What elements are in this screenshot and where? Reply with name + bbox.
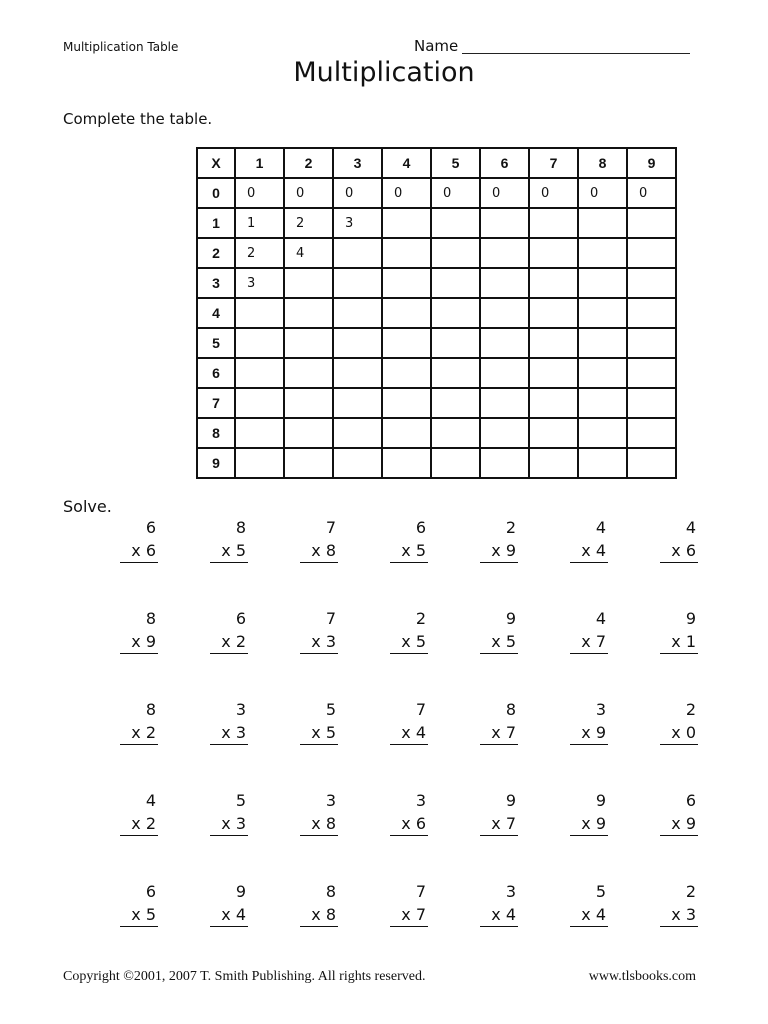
problem-multiplicand: 3 [595,700,606,719]
table-cell[interactable] [284,418,333,448]
math-problem [480,789,518,836]
math-problem [300,516,338,563]
problem-multiplier: x 5 [480,630,518,654]
math-problem [390,516,428,563]
problem-multiplicand: 2 [415,609,426,628]
problem-multiplier: x 5 [300,721,338,745]
problem-multiplier: x 7 [480,721,518,745]
problem-multiplier: x 4 [390,721,428,745]
table-cell[interactable] [529,328,578,358]
table-cell[interactable] [382,448,431,478]
table-cell[interactable] [333,268,382,298]
table-cell[interactable] [578,418,627,448]
math-problem [210,516,248,563]
problem-multiplicand: 8 [235,518,246,537]
problem-multiplicand: 7 [415,882,426,901]
problem-multiplicand: 3 [505,882,516,901]
problem-multiplier: x 5 [210,539,248,563]
math-problem [390,698,428,745]
table-cell[interactable] [480,268,529,298]
table-cell[interactable] [382,238,431,268]
column-header: 2 [284,148,333,178]
table-row [197,208,676,238]
problem-multiplicand: 4 [145,791,156,810]
table-cell[interactable] [284,358,333,388]
problem-multiplier: x 3 [210,812,248,836]
row-header: 7 [197,388,235,418]
problem-multiplicand: 6 [235,609,246,628]
problem-multiplier: x 4 [570,539,608,563]
math-problem [570,880,608,927]
problem-multiplier: x 9 [660,812,698,836]
table-cell[interactable] [235,418,284,448]
table-cell[interactable] [235,298,284,328]
problem-multiplicand: 9 [505,609,516,628]
problem-multiplier: x 4 [210,903,248,927]
math-problem [210,607,248,654]
table-cell[interactable]: 0 [578,178,627,208]
problem-multiplicand: 5 [235,791,246,810]
table-cell[interactable]: 0 [333,178,382,208]
problem-multiplier: x 3 [300,630,338,654]
problem-multiplicand: 7 [325,518,336,537]
table-row [197,448,676,478]
table-cell[interactable] [431,268,480,298]
problem-multiplier: x 6 [660,539,698,563]
table-cell[interactable] [480,298,529,328]
math-problem [660,789,698,836]
problem-multiplicand: 9 [595,791,606,810]
problem-multiplicand: 3 [415,791,426,810]
problem-multiplier: x 2 [120,721,158,745]
row-header: 9 [197,448,235,478]
table-cell[interactable] [578,388,627,418]
table-cell[interactable] [578,208,627,238]
problem-multiplicand: 7 [325,609,336,628]
problem-multiplier: x 0 [660,721,698,745]
row-header: 5 [197,328,235,358]
table-row [197,178,676,208]
problem-multiplicand: 8 [505,700,516,719]
math-problem [570,607,608,654]
table-cell[interactable] [529,388,578,418]
table-cell[interactable] [382,418,431,448]
table-cell[interactable] [480,358,529,388]
problem-multiplier: x 6 [120,539,158,563]
table-cell[interactable] [529,448,578,478]
math-problem [480,607,518,654]
table-cell[interactable]: 0 [529,178,578,208]
problem-multiplier: x 3 [660,903,698,927]
table-cell[interactable] [529,208,578,238]
table-cell[interactable] [382,268,431,298]
problem-multiplicand: 4 [685,518,696,537]
problem-multiplicand: 6 [145,518,156,537]
problem-multiplier: x 8 [300,539,338,563]
table-row [197,358,676,388]
problem-multiplicand: 4 [595,609,606,628]
row-header: 1 [197,208,235,238]
math-problem [210,789,248,836]
table-cell[interactable] [235,388,284,418]
problem-multiplicand: 6 [685,791,696,810]
problem-multiplicand: 2 [685,700,696,719]
math-problem [390,607,428,654]
column-header: 4 [382,148,431,178]
problem-multiplier: x 9 [570,812,608,836]
row-header: 6 [197,358,235,388]
problem-multiplier: x 5 [120,903,158,927]
name-line [462,53,690,54]
math-problem [570,789,608,836]
problem-multiplier: x 2 [210,630,248,654]
problem-multiplicand: 9 [505,791,516,810]
problem-multiplier: x 8 [300,812,338,836]
problem-multiplier: x 2 [120,812,158,836]
problem-multiplicand: 5 [325,700,336,719]
table-cell[interactable] [235,358,284,388]
table-cell[interactable] [235,448,284,478]
problem-multiplicand: 7 [415,700,426,719]
problem-multiplicand: 6 [415,518,426,537]
math-problem [660,516,698,563]
math-problem [480,880,518,927]
copyright: Copyright ©2001, 2007 T. Smith Publishing. All rights reserved. [63,969,426,984]
problem-multiplicand: 9 [235,882,246,901]
table-corner: X [197,148,235,178]
math-problem [300,789,338,836]
table-cell[interactable] [333,388,382,418]
math-problem [570,698,608,745]
problem-multiplier: x 7 [570,630,608,654]
table-cell[interactable] [578,238,627,268]
math-problem [210,698,248,745]
math-problem [120,516,158,563]
table-cell[interactable] [431,418,480,448]
table-cell[interactable]: 0 [235,178,284,208]
problem-multiplier: x 6 [390,812,428,836]
table-cell[interactable]: 0 [480,178,529,208]
table-row [197,418,676,448]
table-cell[interactable] [235,328,284,358]
math-problem [480,516,518,563]
table-cell[interactable] [333,238,382,268]
problem-multiplier: x 9 [480,539,518,563]
math-problem [390,789,428,836]
math-problem [210,880,248,927]
math-problem [390,880,428,927]
row-header: 0 [197,178,235,208]
column-header: 9 [627,148,676,178]
table-cell[interactable] [627,298,676,328]
table-cell[interactable]: 3 [333,208,382,238]
row-header: 2 [197,238,235,268]
table-cell[interactable] [284,328,333,358]
table-cell[interactable] [627,388,676,418]
table-cell[interactable] [431,448,480,478]
math-problem [660,607,698,654]
math-problem [300,607,338,654]
table-cell[interactable] [382,298,431,328]
problem-multiplier: x 4 [570,903,608,927]
table-cell[interactable] [284,448,333,478]
problem-multiplicand: 4 [595,518,606,537]
problem-multiplier: x 3 [210,721,248,745]
math-problem [120,698,158,745]
table-cell[interactable] [431,208,480,238]
problem-multiplier: x 8 [300,903,338,927]
table-cell[interactable] [480,328,529,358]
math-problem [120,880,158,927]
math-problem [660,880,698,927]
table-header-row [197,148,676,178]
doc-label: Multiplication Table [63,40,179,54]
table-cell[interactable] [284,298,333,328]
instructions: Complete the table. [63,110,213,128]
table-cell[interactable] [529,268,578,298]
table-cell[interactable] [529,358,578,388]
column-header: 5 [431,148,480,178]
table-cell[interactable] [431,328,480,358]
table-cell[interactable] [284,268,333,298]
table-cell[interactable] [529,238,578,268]
problem-multiplier: x 4 [480,903,518,927]
table-cell[interactable] [382,358,431,388]
table-cell[interactable]: 2 [235,238,284,268]
problem-multiplicand: 5 [595,882,606,901]
table-cell[interactable] [578,328,627,358]
math-problem [120,789,158,836]
table-cell[interactable] [333,328,382,358]
table-cell[interactable] [431,298,480,328]
table-cell[interactable] [480,208,529,238]
multiplication-table [196,147,677,479]
problem-multiplier: x 9 [570,721,608,745]
table-cell[interactable]: 3 [235,268,284,298]
table-cell[interactable] [480,418,529,448]
math-problem [300,880,338,927]
column-header: 7 [529,148,578,178]
problem-multiplicand: 6 [145,882,156,901]
problem-multiplier: x 1 [660,630,698,654]
problem-multiplicand: 2 [505,518,516,537]
table-row [197,298,676,328]
name-label: Name [414,37,459,55]
table-cell[interactable] [529,418,578,448]
table-cell[interactable] [480,388,529,418]
table-cell[interactable] [627,358,676,388]
page-title: Multiplication [293,57,475,88]
table-cell[interactable] [578,298,627,328]
problem-multiplier: x 7 [390,903,428,927]
problem-multiplier: x 7 [480,812,518,836]
table-cell[interactable] [578,268,627,298]
table-cell[interactable] [333,448,382,478]
problem-multiplicand: 3 [325,791,336,810]
column-header: 3 [333,148,382,178]
table-cell[interactable] [578,448,627,478]
table-cell[interactable] [333,418,382,448]
table-cell[interactable] [431,238,480,268]
table-cell[interactable] [627,328,676,358]
row-header: 8 [197,418,235,448]
table-cell[interactable] [627,238,676,268]
solve-label: Solve. [63,497,112,516]
table-cell[interactable] [382,388,431,418]
problem-multiplicand: 8 [145,609,156,628]
table-cell[interactable]: 0 [627,178,676,208]
problem-multiplier: x 5 [390,630,428,654]
column-header: 8 [578,148,627,178]
problem-multiplier: x 5 [390,539,428,563]
table-cell[interactable]: 4 [284,238,333,268]
table-row [197,388,676,418]
table-row [197,328,676,358]
column-header: 1 [235,148,284,178]
table-cell[interactable] [284,388,333,418]
table-cell[interactable]: 0 [382,178,431,208]
table-cell[interactable] [382,328,431,358]
math-problem [480,698,518,745]
column-header: 6 [480,148,529,178]
row-header: 3 [197,268,235,298]
table-cell[interactable] [431,388,480,418]
table-cell[interactable] [431,358,480,388]
table-cell[interactable] [627,418,676,448]
table-cell[interactable] [529,298,578,328]
table-cell[interactable]: 1 [235,208,284,238]
website: www.tlsbooks.com [588,969,696,984]
table-cell[interactable] [480,238,529,268]
table-cell[interactable] [627,208,676,238]
table-cell[interactable] [627,268,676,298]
table-cell[interactable] [480,448,529,478]
table-cell[interactable] [627,448,676,478]
table-row [197,268,676,298]
math-problem [300,698,338,745]
row-header: 4 [197,298,235,328]
table-cell[interactable] [578,358,627,388]
math-problem [120,607,158,654]
table-cell[interactable] [333,298,382,328]
table-cell[interactable]: 0 [284,178,333,208]
problem-multiplier: x 9 [120,630,158,654]
problem-multiplicand: 2 [685,882,696,901]
table-cell[interactable]: 2 [284,208,333,238]
table-cell[interactable] [382,208,431,238]
math-problem [660,698,698,745]
problem-multiplicand: 3 [235,700,246,719]
problem-multiplicand: 8 [145,700,156,719]
table-cell[interactable]: 0 [431,178,480,208]
table-row [197,238,676,268]
problem-multiplicand: 9 [685,609,696,628]
table-cell[interactable] [333,358,382,388]
problem-multiplicand: 8 [325,882,336,901]
math-problem [570,516,608,563]
